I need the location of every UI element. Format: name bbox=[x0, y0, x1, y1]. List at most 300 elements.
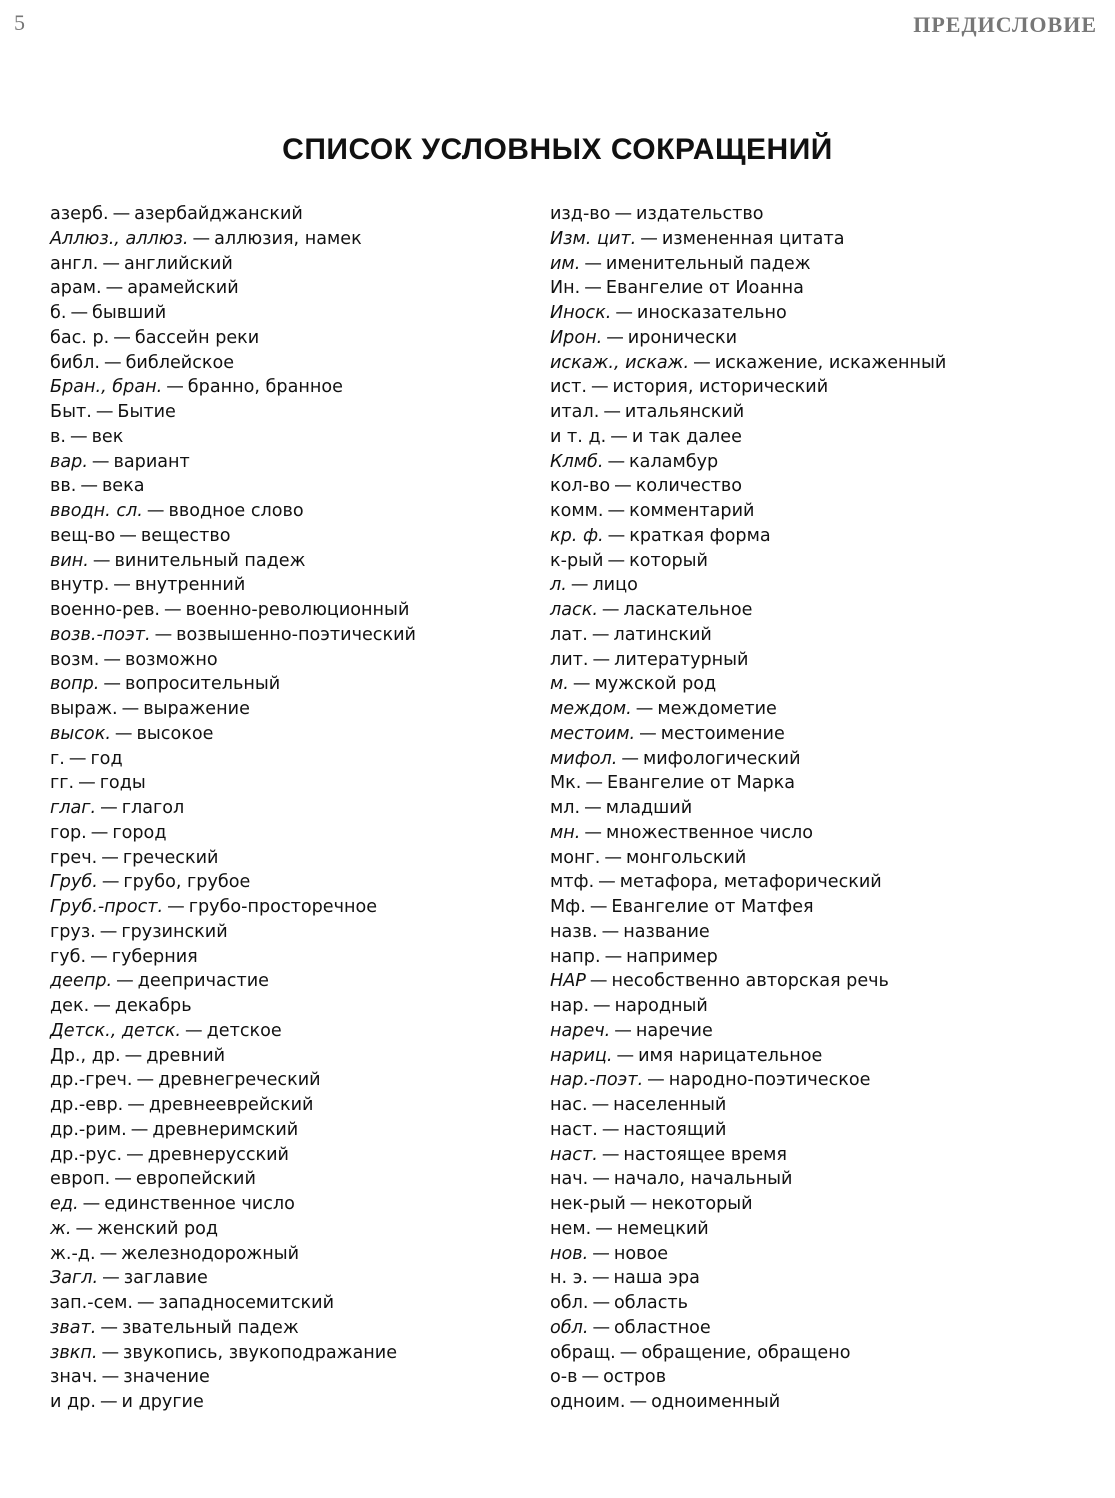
dash-separator: — bbox=[604, 847, 622, 868]
abbreviation-entry bbox=[550, 549, 1050, 574]
abbreviation-entry bbox=[50, 252, 550, 277]
abbreviation-meaning: народный bbox=[614, 996, 708, 1016]
abbreviation-entry bbox=[550, 697, 1050, 722]
abbreviation-entry bbox=[550, 771, 1050, 796]
abbreviation-term: Др., др. bbox=[50, 1045, 121, 1066]
abbreviation-entry bbox=[50, 301, 550, 326]
abbreviation-meaning: греческий bbox=[122, 847, 219, 868]
dash-separator: — bbox=[598, 872, 616, 893]
dash-separator: — bbox=[601, 1119, 620, 1140]
abbreviation-term: Груб.-прост. bbox=[50, 897, 164, 917]
abbreviation-term: возм. bbox=[50, 649, 100, 670]
abbreviation-entry bbox=[50, 1068, 550, 1093]
abbreviation-term: в. bbox=[50, 426, 66, 447]
abbreviation-term: ж.-д. bbox=[50, 1243, 96, 1264]
abbreviation-entry bbox=[50, 623, 550, 648]
abbreviation-meaning: звукопись, звукоподражание bbox=[123, 1342, 398, 1363]
abbreviation-term: европ. bbox=[50, 1169, 111, 1190]
abbreviation-entry bbox=[50, 846, 550, 871]
dash-separator: — bbox=[112, 204, 131, 224]
abbreviation-meaning: английский bbox=[123, 253, 233, 274]
abbreviation-entry bbox=[50, 524, 550, 549]
abbreviation-term: нек-рый bbox=[550, 1194, 626, 1214]
dash-separator: — bbox=[589, 971, 608, 992]
dash-separator: — bbox=[595, 1218, 613, 1239]
abbreviation-entry bbox=[550, 722, 1050, 747]
abbreviation-term: ласк. bbox=[550, 600, 598, 620]
abbreviation-entry bbox=[50, 573, 550, 598]
abbreviation-meaning: вещество bbox=[140, 525, 231, 546]
dash-separator: — bbox=[164, 600, 182, 620]
dash-separator: — bbox=[614, 1020, 632, 1041]
abbreviation-term: обращ. bbox=[550, 1342, 616, 1363]
dash-separator: — bbox=[92, 550, 111, 571]
abbreviation-entry bbox=[50, 672, 550, 697]
abbreviation-meaning: немецкий bbox=[616, 1218, 709, 1239]
abbreviation-meaning: комментарий bbox=[629, 501, 755, 521]
abbreviation-meaning: вариант bbox=[113, 451, 190, 472]
abbreviation-entry bbox=[50, 1118, 550, 1143]
abbreviation-entry bbox=[50, 1192, 550, 1217]
abbreviation-term: обл. bbox=[550, 1317, 589, 1338]
abbreviation-term: бас. р. bbox=[50, 327, 110, 348]
abbreviation-meaning: выражение bbox=[143, 699, 250, 719]
abbreviation-entry bbox=[50, 821, 550, 846]
dash-separator: — bbox=[589, 897, 608, 917]
abbreviation-term: ед. bbox=[50, 1194, 79, 1214]
abbreviation-entry bbox=[50, 1167, 550, 1192]
dash-separator: — bbox=[99, 1392, 118, 1412]
abbreviation-meaning: грузинский bbox=[121, 921, 228, 942]
dash-separator: — bbox=[192, 228, 211, 249]
abbreviation-entry bbox=[50, 1143, 550, 1168]
dash-separator: — bbox=[621, 748, 639, 769]
abbreviation-term: др.-евр. bbox=[50, 1095, 124, 1115]
dash-separator: — bbox=[615, 303, 633, 323]
dash-separator: — bbox=[584, 253, 602, 274]
abbreviation-meaning: город bbox=[112, 822, 167, 843]
abbreviation-meaning: грубо-просторечное bbox=[188, 897, 378, 917]
abbreviation-term: греч. bbox=[50, 847, 98, 868]
abbreviation-meaning: имя нарицательное bbox=[638, 1045, 823, 1066]
abbreviation-entry bbox=[550, 202, 1050, 227]
abbreviation-term: вопр. bbox=[50, 674, 100, 695]
dash-separator: — bbox=[591, 1268, 610, 1289]
abbreviation-meaning: младший bbox=[605, 798, 693, 818]
dash-separator: — bbox=[100, 798, 118, 818]
abbreviation-term: арам. bbox=[50, 278, 102, 299]
dash-separator: — bbox=[591, 1095, 610, 1115]
abbreviation-entry bbox=[50, 375, 550, 400]
dash-separator: — bbox=[136, 1293, 155, 1313]
abbreviation-entry bbox=[550, 276, 1050, 301]
abbreviation-term: нариц. bbox=[550, 1045, 613, 1066]
abbreviation-entry bbox=[550, 598, 1050, 623]
dash-separator: — bbox=[103, 649, 121, 670]
abbreviation-entry bbox=[50, 549, 550, 574]
abbreviation-meaning: местоимение bbox=[660, 723, 785, 744]
abbreviation-meaning: декабрь bbox=[114, 996, 192, 1016]
abbreviation-entry bbox=[550, 1390, 1050, 1415]
abbreviation-term: монг. bbox=[550, 847, 601, 868]
abbreviation-term: междом. bbox=[550, 699, 632, 719]
abbreviation-entry bbox=[50, 400, 550, 425]
abbreviation-term: англ. bbox=[50, 253, 99, 274]
abbreviation-entry bbox=[50, 648, 550, 673]
abbreviation-meaning: возвышенно-поэтический bbox=[176, 624, 416, 645]
abbreviation-entry bbox=[550, 623, 1050, 648]
dash-separator: — bbox=[590, 377, 609, 398]
abbreviation-entry bbox=[50, 1093, 550, 1118]
abbreviation-meaning: настоящее время bbox=[623, 1144, 787, 1165]
abbreviation-term: др.-рим. bbox=[50, 1119, 127, 1140]
abbreviation-term: мифол. bbox=[550, 748, 618, 769]
abbreviation-meaning: некоторый bbox=[651, 1194, 753, 1214]
abbreviation-meaning: бранно, бранное bbox=[187, 377, 343, 398]
abbreviation-term: нас. bbox=[550, 1095, 588, 1115]
abbreviation-entry bbox=[550, 326, 1050, 351]
abbreviation-meaning: областное bbox=[614, 1317, 711, 1338]
abbreviation-entry bbox=[550, 672, 1050, 697]
dash-separator: — bbox=[610, 426, 628, 447]
dash-separator: — bbox=[647, 1070, 665, 1091]
dash-separator: — bbox=[100, 1317, 118, 1338]
abbreviation-meaning: наша эра bbox=[613, 1268, 700, 1289]
abbreviation-term: Клмб. bbox=[550, 451, 604, 472]
abbreviation-meaning: монгольский bbox=[625, 847, 747, 868]
abbreviation-entry bbox=[50, 1390, 550, 1415]
abbreviation-term: г. bbox=[50, 748, 65, 769]
abbreviation-term: нем. bbox=[550, 1218, 592, 1239]
abbreviation-meaning: Евангелие от Матфея bbox=[611, 897, 814, 917]
abbreviation-term: др.-рус. bbox=[50, 1144, 123, 1165]
dash-separator: — bbox=[82, 1194, 101, 1214]
abbreviation-entry bbox=[550, 1044, 1050, 1069]
abbreviation-meaning: западносемитский bbox=[158, 1293, 335, 1313]
dash-separator: — bbox=[95, 402, 114, 422]
dash-separator: — bbox=[592, 1317, 611, 1338]
abbreviation-meaning: бывший bbox=[92, 303, 167, 323]
abbreviation-meaning: европейский bbox=[135, 1169, 256, 1190]
abbreviation-term: Изм. цит. bbox=[550, 228, 637, 249]
dash-separator: — bbox=[603, 402, 621, 422]
abbreviation-term: комм. bbox=[550, 501, 604, 521]
dash-separator: — bbox=[105, 278, 124, 299]
dash-separator: — bbox=[606, 327, 624, 348]
dash-separator: — bbox=[601, 921, 620, 942]
dash-separator: — bbox=[103, 352, 122, 373]
abbreviation-meaning: и другие bbox=[121, 1392, 204, 1412]
dash-separator: — bbox=[167, 897, 185, 917]
abbreviation-meaning: метафора, метафорический bbox=[619, 872, 882, 893]
dash-separator: — bbox=[116, 971, 134, 992]
abbreviation-entry bbox=[550, 1192, 1050, 1217]
abbreviation-term: изд-во bbox=[550, 204, 611, 224]
abbreviation-entry bbox=[50, 1019, 550, 1044]
abbreviation-term: одноим. bbox=[550, 1392, 626, 1412]
dash-separator: — bbox=[592, 649, 611, 670]
dash-separator: — bbox=[113, 327, 131, 348]
abbreviation-entry bbox=[550, 648, 1050, 673]
abbreviation-term: Детск., детск. bbox=[50, 1020, 182, 1041]
dash-separator: — bbox=[99, 1243, 118, 1264]
abbreviation-entry bbox=[550, 301, 1050, 326]
abbreviation-term: возв.-поэт. bbox=[50, 624, 151, 645]
abbreviation-term: азерб. bbox=[50, 204, 109, 224]
abbreviation-entry bbox=[50, 697, 550, 722]
abbreviation-entry bbox=[50, 1365, 550, 1390]
page-title: СПИСОК УСЛОВНЫХ СОКРАЩЕНИЙ bbox=[282, 133, 833, 166]
abbreviation-entry bbox=[550, 994, 1050, 1019]
abbreviation-entry bbox=[550, 920, 1050, 945]
abbreviation-term: л. bbox=[550, 575, 567, 596]
abbreviation-meaning: год bbox=[90, 748, 123, 769]
abbreviation-term: ист. bbox=[550, 377, 587, 398]
abbreviation-term: Загл. bbox=[50, 1268, 99, 1289]
abbreviation-entry bbox=[550, 499, 1050, 524]
abbreviation-term: Бран., бран. bbox=[50, 377, 163, 398]
abbreviation-term: нов. bbox=[550, 1243, 589, 1264]
abbreviation-entry bbox=[550, 474, 1050, 499]
abbreviation-term: н. э. bbox=[550, 1268, 588, 1289]
dash-separator: — bbox=[78, 773, 96, 794]
abbreviation-term: зап.-сем. bbox=[50, 1293, 133, 1313]
dash-separator: — bbox=[90, 822, 109, 843]
abbreviation-entry bbox=[50, 450, 550, 475]
abbreviation-entry bbox=[50, 771, 550, 796]
dash-separator: — bbox=[103, 674, 121, 695]
abbreviation-entry bbox=[50, 425, 550, 450]
abbreviation-meaning: например bbox=[626, 946, 718, 967]
abbreviation-meaning: каламбур bbox=[629, 451, 719, 472]
dash-separator: — bbox=[90, 946, 108, 967]
abbreviation-entry bbox=[550, 1242, 1050, 1267]
dash-separator: — bbox=[640, 228, 658, 249]
abbreviation-meaning: ласкательное bbox=[623, 600, 753, 620]
abbreviation-entry bbox=[50, 1291, 550, 1316]
abbreviation-meaning: библейское bbox=[125, 352, 235, 373]
abbreviation-meaning: возможно bbox=[124, 649, 218, 670]
abbreviation-term: вв. bbox=[50, 476, 77, 497]
abbreviation-meaning: начало, начальный bbox=[613, 1169, 793, 1190]
abbreviation-meaning: населенный bbox=[613, 1095, 727, 1115]
abbreviation-meaning: именительный падеж bbox=[605, 253, 811, 274]
dash-separator: — bbox=[68, 748, 87, 769]
abbreviation-entry bbox=[550, 1365, 1050, 1390]
abbreviation-meaning: обращение, обращено bbox=[641, 1342, 851, 1363]
abbreviation-entry bbox=[50, 227, 550, 252]
dash-separator: — bbox=[136, 1070, 155, 1091]
abbreviation-meaning: глагол bbox=[121, 798, 185, 818]
abbreviation-term: знач. bbox=[50, 1367, 98, 1388]
dash-separator: — bbox=[126, 1144, 144, 1165]
abbreviation-term: военно-рев. bbox=[50, 600, 161, 620]
dash-separator: — bbox=[607, 550, 626, 571]
abbreviation-meaning: народно-поэтическое bbox=[668, 1070, 871, 1091]
dash-separator: — bbox=[114, 723, 133, 744]
dash-separator: — bbox=[639, 723, 657, 744]
dash-separator: — bbox=[102, 1268, 120, 1289]
abbreviation-term: нар.-поэт. bbox=[550, 1070, 644, 1091]
abbreviation-entry bbox=[550, 1118, 1050, 1143]
abbreviation-meaning: несобственно авторская речь bbox=[611, 971, 889, 992]
abbreviation-entry bbox=[550, 1266, 1050, 1291]
dash-separator: — bbox=[185, 1020, 203, 1041]
dash-separator: — bbox=[80, 476, 98, 497]
dash-separator: — bbox=[601, 600, 620, 620]
abbreviation-term: вещ-во bbox=[50, 525, 116, 546]
abbreviation-column-right bbox=[550, 202, 1050, 1415]
abbreviation-term: деепр. bbox=[50, 971, 113, 992]
abbreviation-entry bbox=[50, 895, 550, 920]
abbreviation-term: к-рый bbox=[550, 550, 604, 571]
abbreviation-entry bbox=[550, 425, 1050, 450]
abbreviation-entry bbox=[550, 945, 1050, 970]
abbreviation-entry bbox=[50, 969, 550, 994]
dash-separator: — bbox=[619, 1342, 638, 1363]
abbreviation-term: НАР bbox=[550, 971, 586, 992]
abbreviation-meaning: винительный падеж bbox=[114, 550, 306, 571]
abbreviation-term: ж. bbox=[50, 1218, 72, 1239]
abbreviation-meaning: деепричастие bbox=[137, 971, 269, 992]
abbreviation-entry bbox=[550, 796, 1050, 821]
abbreviation-term: им. bbox=[550, 253, 581, 274]
abbreviation-meaning: настоящий bbox=[623, 1119, 727, 1140]
dash-separator: — bbox=[570, 575, 589, 596]
abbreviation-meaning: искажение, искаженный bbox=[714, 352, 947, 373]
abbreviation-entry bbox=[550, 351, 1050, 376]
abbreviation-meaning: Евангелие от Иоанна bbox=[605, 278, 804, 299]
abbreviation-meaning: Бытие bbox=[117, 402, 176, 422]
abbreviation-term: Мф. bbox=[550, 897, 586, 917]
abbreviation-entry bbox=[50, 202, 550, 227]
abbreviation-meaning: древнееврейский bbox=[148, 1095, 314, 1115]
abbreviation-entry bbox=[50, 351, 550, 376]
dash-separator: — bbox=[693, 352, 711, 373]
abbreviation-meaning: литературный bbox=[614, 649, 749, 670]
abbreviation-entry bbox=[50, 474, 550, 499]
abbreviation-term: Аллюз., аллюз. bbox=[50, 228, 189, 249]
abbreviation-term: глаг. bbox=[50, 798, 97, 818]
abbreviation-entry bbox=[550, 252, 1050, 277]
abbreviation-term: нар. bbox=[550, 996, 590, 1016]
abbreviation-meaning: издательство bbox=[636, 204, 764, 224]
abbreviation-term: библ. bbox=[50, 352, 100, 373]
dash-separator: — bbox=[585, 773, 603, 794]
dash-separator: — bbox=[102, 253, 120, 274]
dash-separator: — bbox=[584, 278, 602, 299]
abbreviation-term: обл. bbox=[550, 1293, 589, 1313]
abbreviation-meaning: количество bbox=[635, 476, 743, 497]
dash-separator: — bbox=[114, 1169, 132, 1190]
abbreviation-meaning: заглавие bbox=[123, 1268, 208, 1289]
abbreviation-term: Ирон. bbox=[550, 327, 603, 348]
abbreviation-entry bbox=[550, 969, 1050, 994]
abbreviation-meaning: военно-революционный bbox=[185, 600, 410, 620]
abbreviation-entry bbox=[550, 1217, 1050, 1242]
abbreviation-entry bbox=[550, 1019, 1050, 1044]
page-number: 5 bbox=[14, 10, 25, 35]
dash-separator: — bbox=[592, 1169, 610, 1190]
abbreviation-meaning: арамейский bbox=[127, 278, 239, 299]
abbreviation-term: нареч. bbox=[550, 1020, 611, 1041]
abbreviation-term: Быт. bbox=[50, 402, 92, 422]
abbreviation-entry bbox=[50, 1217, 550, 1242]
abbreviation-entry bbox=[550, 1143, 1050, 1168]
abbreviation-term: высок. bbox=[50, 723, 111, 744]
abbreviation-meaning: одноименный bbox=[651, 1392, 781, 1412]
abbreviation-term: о-в bbox=[550, 1367, 578, 1388]
abbreviation-entry bbox=[550, 895, 1050, 920]
dash-separator: — bbox=[127, 1095, 145, 1115]
abbreviation-entry bbox=[50, 326, 550, 351]
abbreviation-meaning: вопросительный bbox=[125, 674, 281, 695]
abbreviation-meaning: детское bbox=[206, 1020, 282, 1041]
abbreviation-entry bbox=[50, 1242, 550, 1267]
abbreviation-entry bbox=[50, 920, 550, 945]
abbreviation-entry bbox=[550, 375, 1050, 400]
abbreviation-meaning: женский род bbox=[97, 1218, 219, 1239]
abbreviation-term: Ин. bbox=[550, 278, 581, 299]
abbreviation-meaning: древнегреческий bbox=[158, 1070, 321, 1091]
abbreviation-term: кол-во bbox=[550, 476, 611, 497]
abbreviation-term: зват. bbox=[50, 1317, 97, 1338]
dash-separator: — bbox=[584, 798, 602, 818]
abbreviation-term: звкп. bbox=[50, 1342, 98, 1363]
abbreviation-entry bbox=[50, 722, 550, 747]
abbreviation-term: б. bbox=[50, 303, 67, 323]
dash-separator: — bbox=[124, 1045, 143, 1066]
dash-separator: — bbox=[572, 674, 591, 695]
abbreviation-term: груз. bbox=[50, 921, 96, 942]
dash-separator: — bbox=[166, 377, 184, 398]
abbreviation-term: гг. bbox=[50, 773, 75, 794]
dash-separator: — bbox=[93, 996, 111, 1016]
abbreviation-term: нач. bbox=[550, 1169, 589, 1190]
abbreviation-term: Груб. bbox=[50, 872, 98, 893]
abbreviation-meaning: век bbox=[91, 426, 124, 447]
abbreviation-entry bbox=[550, 1167, 1050, 1192]
abbreviation-meaning: железнодорожный bbox=[121, 1243, 300, 1264]
dash-separator: — bbox=[70, 303, 89, 323]
abbreviation-entry bbox=[550, 1291, 1050, 1316]
abbreviation-meaning: который bbox=[629, 550, 708, 571]
abbreviation-term: внутр. bbox=[50, 575, 110, 596]
abbreviation-meaning: итальянский bbox=[624, 402, 745, 422]
abbreviation-meaning: мужской род bbox=[594, 674, 717, 695]
abbreviation-entry bbox=[50, 598, 550, 623]
abbreviation-term: и т. д. bbox=[550, 426, 607, 447]
abbreviation-term: местоим. bbox=[550, 723, 636, 744]
abbreviation-term: итал. bbox=[550, 402, 600, 422]
dash-separator: — bbox=[584, 822, 602, 843]
abbreviation-term: дек. bbox=[50, 996, 90, 1016]
abbreviation-term: напр. bbox=[550, 946, 601, 967]
abbreviation-meaning: единственное число bbox=[104, 1194, 295, 1214]
abbreviation-meaning: лицо bbox=[592, 575, 638, 596]
dash-separator: — bbox=[629, 1392, 648, 1412]
abbreviation-meaning: краткая форма bbox=[629, 525, 771, 546]
abbreviation-meaning: высокое bbox=[136, 723, 214, 744]
abbreviation-meaning: название bbox=[623, 921, 710, 942]
abbreviation-meaning: остров bbox=[603, 1367, 667, 1388]
abbreviation-meaning: вводное слово bbox=[168, 501, 304, 521]
abbreviation-meaning: область bbox=[614, 1293, 688, 1313]
dash-separator: — bbox=[607, 451, 626, 472]
abbreviation-meaning: азербайджанский bbox=[134, 204, 303, 224]
abbreviation-entry bbox=[50, 1266, 550, 1291]
dash-separator: — bbox=[601, 1144, 620, 1165]
